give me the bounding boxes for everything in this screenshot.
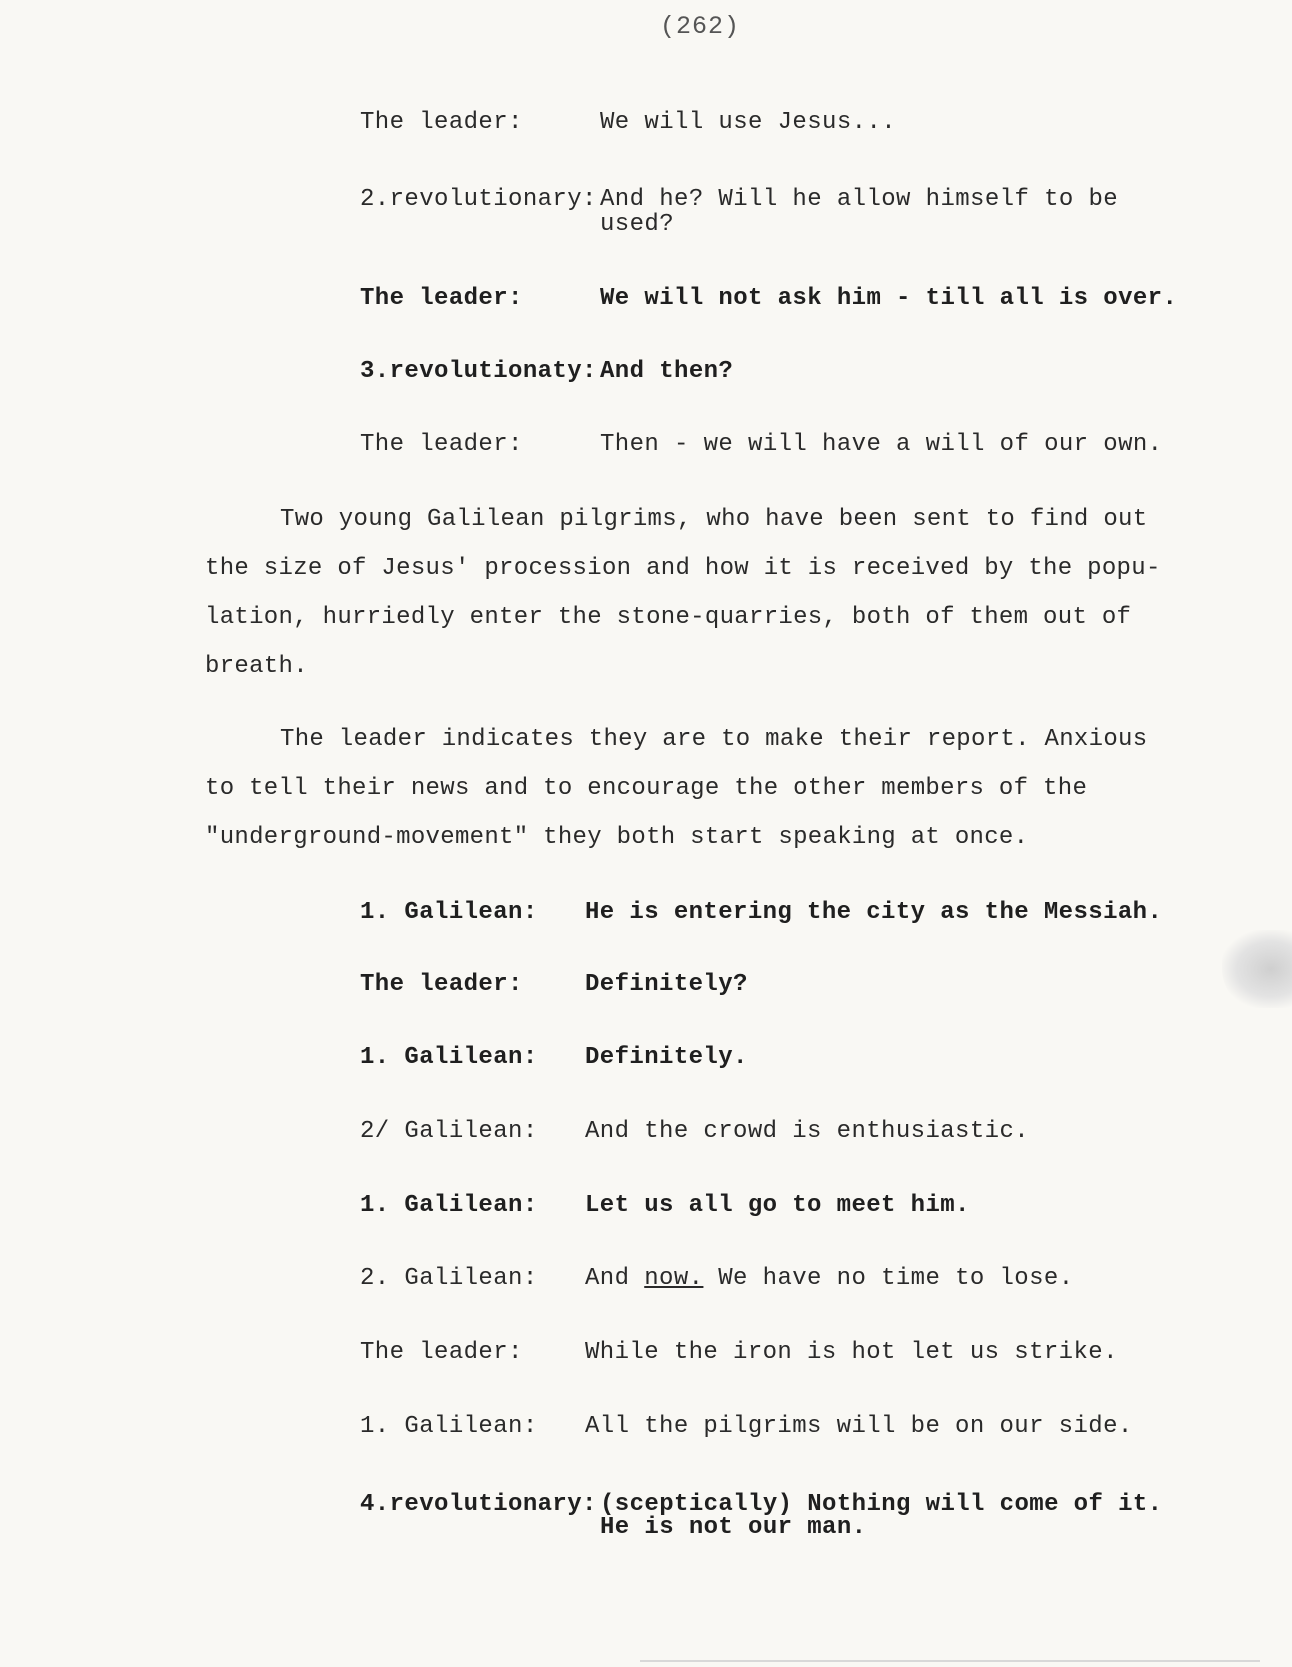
speaker-label: 1. Galilean:	[360, 1192, 538, 1219]
paragraph-line: The leader indicates they are to make their report. Anxious	[280, 726, 1148, 753]
speaker-label: The leader:	[360, 431, 523, 458]
speech-text: We will use Jesus...	[600, 109, 897, 136]
paragraph-line: breath.	[205, 653, 308, 680]
speech-text: We will not ask him - till all is over.	[600, 285, 1178, 312]
speech-text-continued: used?	[600, 211, 675, 238]
speech-text: While the iron is hot let us strike.	[585, 1339, 1118, 1366]
speech-text: And then?	[600, 358, 734, 385]
paragraph-line: the size of Jesus' procession and how it is received by the popu-	[205, 555, 1161, 582]
speech-text-pre: And	[585, 1265, 645, 1292]
speaker-label: 1. Galilean:	[360, 1413, 538, 1440]
speaker-label: 1. Galilean:	[360, 1044, 538, 1071]
speaker-label: 2/ Galilean:	[360, 1118, 538, 1145]
speech-text: And the crowd is enthusiastic.	[585, 1118, 1030, 1145]
speech-text: And he? Will he allow himself to be	[600, 186, 1119, 213]
speaker-label: The leader:	[360, 109, 523, 136]
speech-text: Then - we will have a will of our own.	[600, 431, 1163, 458]
speech-text: (sceptically) Nothing will come of it.	[600, 1491, 1163, 1518]
paragraph-line: Two young Galilean pilgrims, who have been sent to find out	[280, 506, 1148, 533]
paragraph-line: "underground-movement" they both start speaking at once.	[205, 824, 1029, 851]
speech-text: Let us all go to meet him.	[585, 1192, 970, 1219]
speech-text-post: We have no time to lose.	[703, 1265, 1074, 1292]
speaker-label: The leader:	[360, 285, 523, 312]
stage-direction-paragraph	[205, 715, 1205, 862]
speaker-label: 3.revolutionaty:	[360, 358, 597, 385]
speech-text: Definitely.	[585, 1044, 748, 1071]
speech-text	[585, 1264, 1074, 1294]
stage-direction-paragraph	[205, 495, 1205, 691]
speaker-label: The leader:	[360, 971, 523, 998]
scan-smudge	[1222, 930, 1292, 1008]
underlined-word: now.	[644, 1265, 704, 1292]
speech-text: He is entering the city as the Messiah.	[585, 899, 1163, 926]
paragraph-line: lation, hurriedly enter the stone-quarries, both of them out of	[205, 604, 1132, 631]
speaker-label: 4.revolutionary:	[360, 1491, 597, 1518]
speech-text: All the pilgrims will be on our side.	[585, 1413, 1133, 1440]
page-number: (262)	[659, 12, 740, 41]
speaker-label: 1. Galilean:	[360, 899, 538, 926]
speech-text-continued: He is not our man.	[600, 1514, 867, 1541]
speaker-label: 2.revolutionary:	[360, 186, 597, 213]
scan-edge-line	[640, 1660, 1260, 1662]
speech-text: Definitely?	[585, 971, 748, 998]
speaker-label: 2. Galilean:	[360, 1265, 538, 1292]
speaker-label: The leader:	[360, 1339, 523, 1366]
paragraph-line: to tell their news and to encourage the other members of the	[205, 775, 1088, 802]
